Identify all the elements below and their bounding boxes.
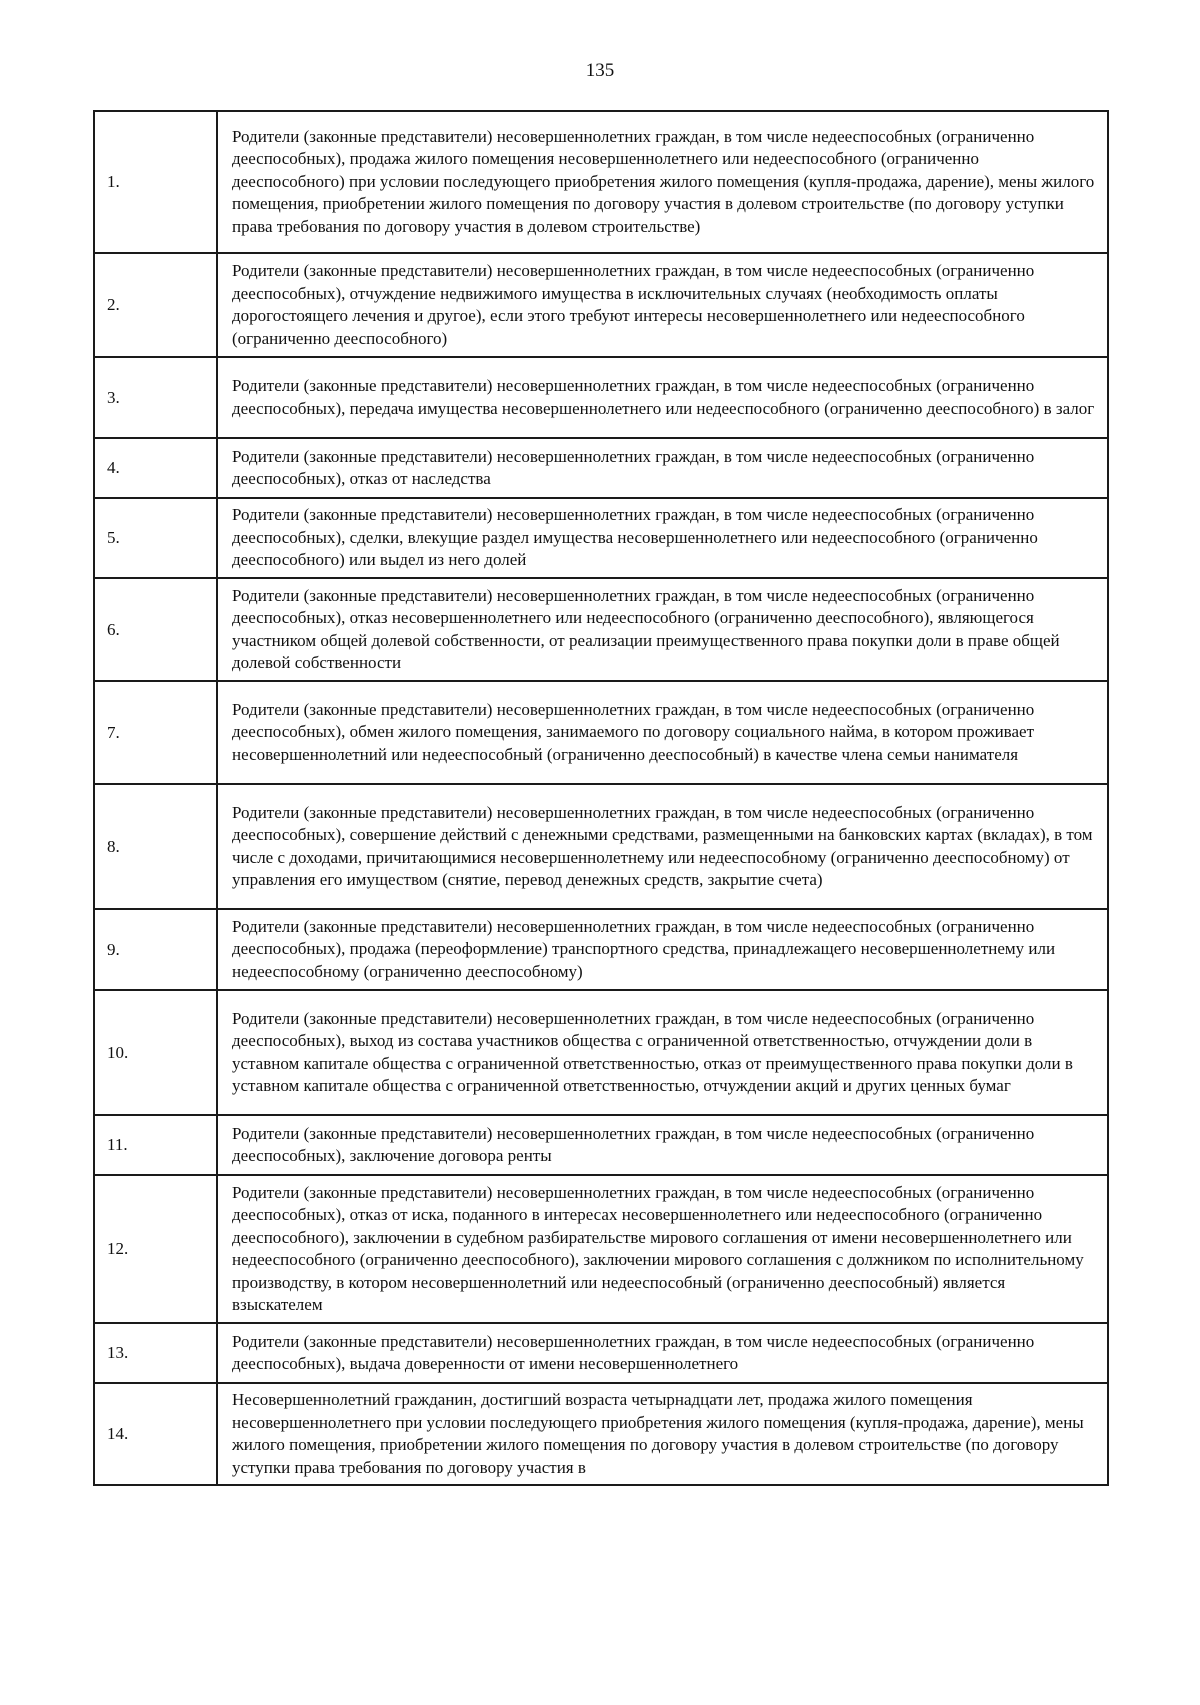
row-number: 11. <box>94 1115 217 1175</box>
row-number: 8. <box>94 784 217 909</box>
row-number: 12. <box>94 1175 217 1323</box>
row-number: 2. <box>94 253 217 357</box>
row-number: 1. <box>94 111 217 253</box>
row-text: Родители (законные представители) несовершеннолетних граждан, в том числе недееспособных (ограниченно дееспособных), отказ от наследства <box>217 438 1108 498</box>
row-text: Несовершеннолетний гражданин, достигший возраста четырнадцати лет, продажа жилого помещения несовершеннолетнего при условии последующего приобретения жилого помещения (купля-продажа, дарение), мены жилого помещения, приобретении жилого помещения по договору участия в долевом строительстве (по договору уступки права требования по договору участия в <box>217 1383 1108 1485</box>
row-number: 9. <box>94 909 217 990</box>
table-row <box>94 1383 1108 1485</box>
row-number: 5. <box>94 498 217 578</box>
row-text: Родители (законные представители) несовершеннолетних граждан, в том числе недееспособных (ограниченно дееспособных), выход из состава участников общества с ограниченной ответственностью, отчуждении доли в уставном капитале общества с ограниченной ответственностью, отказ от преимущественного права покупки доли в уставном капитале общества с ограниченной ответственностью, отчуждении акций и других ценных бумаг <box>217 990 1108 1115</box>
page-number: 135 <box>585 60 615 81</box>
table-row <box>94 909 1108 990</box>
row-text: Родители (законные представители) несовершеннолетних граждан, в том числе недееспособных (ограниченно дееспособных), совершение действий с денежными средствами, размещенными на банковских картах (вкладах), в том числе с доходами, причитающимися несовершеннолетнему или недееспособному (ограниченно дееспособному) от управления его имуществом (снятие, перевод денежных средств, закрытие счета) <box>217 784 1108 909</box>
row-number: 7. <box>94 681 217 784</box>
row-text: Родители (законные представители) несовершеннолетних граждан, в том числе недееспособных (ограниченно дееспособных), заключение договора ренты <box>217 1115 1108 1175</box>
row-text: Родители (законные представители) несовершеннолетних граждан, в том числе недееспособных (ограниченно дееспособных), передача имущества несовершеннолетнего или недееспособного (ограниченно дееспособного) в залог <box>217 357 1108 438</box>
table-row <box>94 498 1108 578</box>
row-text: Родители (законные представители) несовершеннолетних граждан, в том числе недееспособных (ограниченно дееспособных), обмен жилого помещения, занимаемого по договору социального найма, в котором проживает несовершеннолетний или недееспособный (ограниченно дееспособный) в качестве члена семьи нанимателя <box>217 681 1108 784</box>
table-row <box>94 784 1108 909</box>
table-row <box>94 438 1108 498</box>
row-text: Родители (законные представители) несовершеннолетних граждан, в том числе недееспособных (ограниченно дееспособных), отказ несовершеннолетнего или недееспособного (ограниченно дееспособного), являющегося участником общей долевой собственности, от реализации преимущественного права покупки доли в праве общей долевой собственности <box>217 578 1108 681</box>
row-number: 14. <box>94 1383 217 1485</box>
table-row <box>94 1115 1108 1175</box>
table-row <box>94 990 1108 1115</box>
table-row <box>94 111 1108 253</box>
row-text: Родители (законные представители) несовершеннолетних граждан, в том числе недееспособных (ограниченно дееспособных), отказ от иска, поданного в интересах несовершеннолетнего или недееспособного (ограниченно дееспособного), заключении в судебном разбирательстве мирового соглашения от имени несовершеннолетнего или недееспособного (ограниченно дееспособного), заключении мирового соглашения с должником по исполнительному производству, в котором несовершеннолетний или недееспособный (ограниченно дееспособный) является взыскателем <box>217 1175 1108 1323</box>
row-number: 6. <box>94 578 217 681</box>
row-number: 4. <box>94 438 217 498</box>
row-number: 10. <box>94 990 217 1115</box>
row-text: Родители (законные представители) несовершеннолетних граждан, в том числе недееспособных (ограниченно дееспособных), продажа жилого помещения несовершеннолетнего или недееспособного (ограниченно дееспособного) при условии последующего приобретения жилого помещения (купля-продажа, дарение), мены жилого помещения, приобретении жилого помещения по договору участия в долевом строительстве (по договору уступки права требования по договору участия в долевом строительстве) <box>217 111 1108 253</box>
row-text: Родители (законные представители) несовершеннолетних граждан, в том числе недееспособных (ограниченно дееспособных), отчуждение недвижимого имущества в исключительных случаях (необходимость оплаты дорогостоящего лечения и другое), если этого требуют интересы несовершеннолетнего или недееспособного (ограниченно дееспособного) <box>217 253 1108 357</box>
table-row <box>94 578 1108 681</box>
row-number: 3. <box>94 357 217 438</box>
row-text: Родители (законные представители) несовершеннолетних граждан, в том числе недееспособных (ограниченно дееспособных), сделки, влекущие раздел имущества несовершеннолетнего или недееспособного (ограниченно дееспособного) или выдел из него долей <box>217 498 1108 578</box>
table-row <box>94 1323 1108 1383</box>
table-row <box>94 681 1108 784</box>
services-table <box>93 110 1109 1486</box>
table-row <box>94 1175 1108 1323</box>
row-text: Родители (законные представители) несовершеннолетних граждан, в том числе недееспособных (ограниченно дееспособных), продажа (переоформление) транспортного средства, принадлежащего несовершеннолетнему или недееспособному (ограниченно дееспособному) <box>217 909 1108 990</box>
table-row <box>94 253 1108 357</box>
row-text: Родители (законные представители) несовершеннолетних граждан, в том числе недееспособных (ограниченно дееспособных), выдача доверенности от имени несовершеннолетнего <box>217 1323 1108 1383</box>
row-number: 13. <box>94 1323 217 1383</box>
table-row <box>94 357 1108 438</box>
